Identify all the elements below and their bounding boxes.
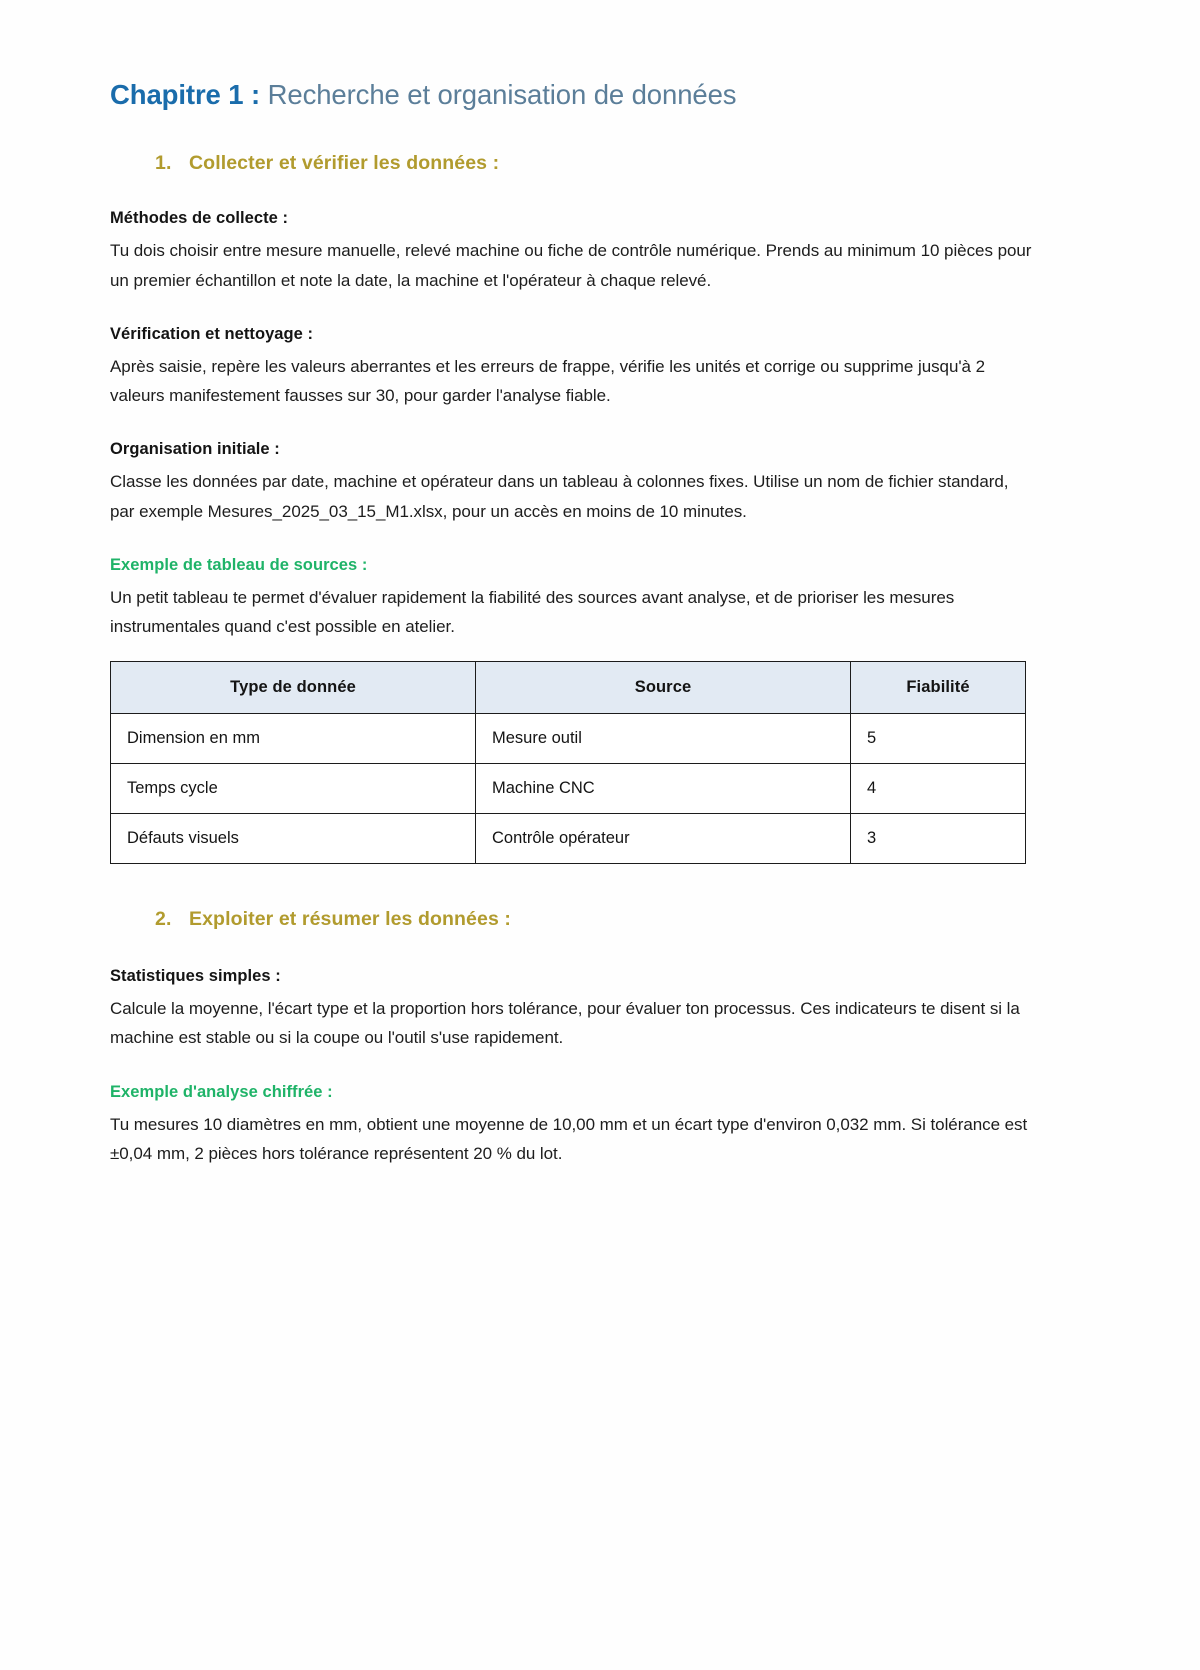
table-row: [111, 814, 1026, 864]
block-body: Un petit tableau te permet d'évaluer rapidement la fiabilité des sources avant analyse, et de prioriser les mesures instrumentales quand c'est possible en atelier.: [110, 587, 955, 637]
table-header-cell: Source: [476, 662, 851, 714]
section-title-2: Exploiter et résumer les données :: [189, 908, 512, 931]
section-heading-1: [110, 152, 1090, 175]
section-number-2: 2.: [155, 908, 172, 931]
block-methodes-de-collecte: [110, 209, 1090, 294]
block-body: Après saisie, repère les valeurs aberrantes et les erreurs de frappe, vérifie les unités et corrige ou supprime jusqu'à 2 valeurs manifestement fausses sur 30, pour garder l'analyse fiable.: [110, 356, 986, 406]
section-title-1: Collecter et vérifier les données :: [189, 152, 500, 175]
table-row: [111, 714, 1026, 764]
block-statistiques-simples: [110, 967, 1090, 1052]
block-body: Calcule la moyenne, l'écart type et la proportion hors tolérance, pour évaluer ton processus. Ces indicateurs te disent si la machine est stable ou si la coupe ou l'outil s'use rapidement.: [110, 999, 1020, 1048]
table-cell-source: Contrôle opérateur: [476, 814, 851, 864]
chapter-subject: Recherche et organisation de données: [260, 79, 737, 110]
block-body: Tu dois choisir entre mesure manuelle, relevé machine ou fiche de contrôle numérique. Prends au minimum 10 pièces pour un premier échantillon et note la date, la machine et l'opérateur à chaque relevé.: [110, 241, 1032, 290]
block-exemple-analyse-chiffree: [110, 1083, 1090, 1168]
table-cell-fiabilite: 3: [851, 814, 1026, 864]
table-row: [111, 764, 1026, 814]
table-cell-type: Dimension en mm: [111, 714, 476, 764]
table-cell-type: Défauts visuels: [111, 814, 476, 864]
table-cell-fiabilite: 4: [851, 764, 1026, 814]
block-title: Statistiques simples :: [110, 967, 281, 986]
table-header-cell: Fiabilité: [851, 662, 1026, 714]
block-verification-et-nettoyage: [110, 325, 1090, 410]
table-cell-type: Temps cycle: [111, 764, 476, 814]
section-heading-2: [110, 908, 1090, 931]
block-body: Tu mesures 10 diamètres en mm, obtient une moyenne de 10,00 mm et un écart type d'environ 0,032 mm. Si tolérance est ±0,04 mm, 2 pièces hors tolérance représentent 20 % du lot.: [110, 1114, 1028, 1163]
example-heading: Exemple d'analyse chiffrée :: [110, 1082, 333, 1101]
table-header-cell: Type de donnée: [111, 662, 476, 714]
table-cell-fiabilite: 5: [851, 714, 1026, 764]
table-header-row: [111, 662, 1026, 714]
example-heading: Exemple de tableau de sources :: [110, 555, 368, 574]
block-title: Vérification et nettoyage :: [110, 324, 314, 343]
block-exemple-tableau-de-sources: [110, 556, 1090, 864]
block-title: Organisation initiale :: [110, 440, 280, 459]
section-number-1: 1.: [155, 152, 172, 175]
table-cell-source: Machine CNC: [476, 764, 851, 814]
sources-table: [110, 661, 1026, 864]
page-title: [110, 78, 1090, 112]
block-body: Classe les données par date, machine et opérateur dans un tableau à colonnes fixes. Utilise un nom de fichier standard, par exemple Mesures_2025_03_15_M1.xlsx, pour un accès en moins de 10 minutes.: [110, 472, 1009, 521]
block-title: Méthodes de collecte :: [110, 209, 289, 228]
block-organisation-initiale: [110, 440, 1090, 525]
chapter-label: Chapitre 1 :: [110, 79, 261, 110]
table-cell-source: Mesure outil: [476, 714, 851, 764]
